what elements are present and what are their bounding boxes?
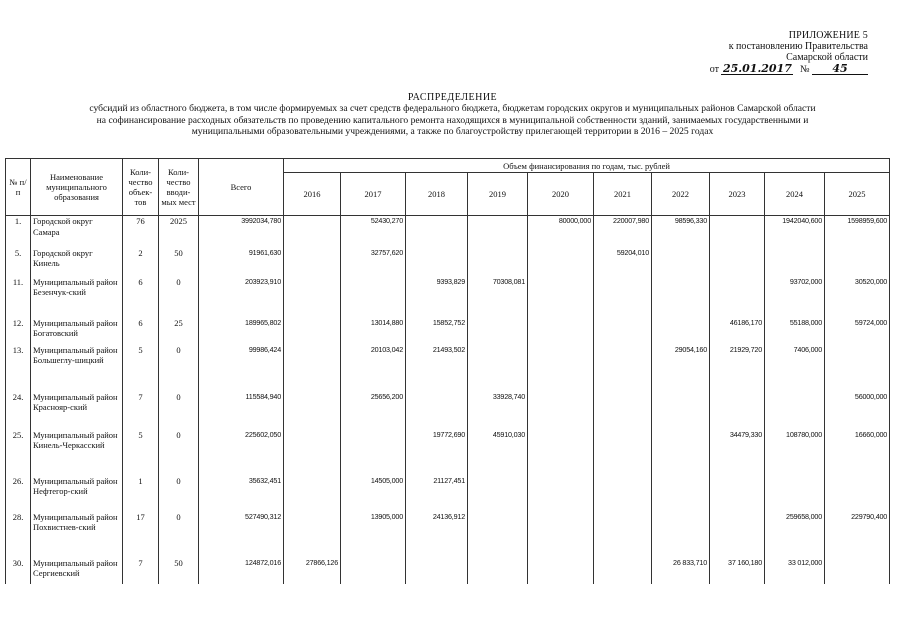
row-year-value: 13014,880 bbox=[341, 318, 406, 345]
row-year-value bbox=[528, 558, 594, 584]
row-year-value bbox=[341, 558, 406, 584]
row-year-value bbox=[594, 430, 652, 476]
row-count: 6 bbox=[123, 318, 159, 345]
row-total: 99986,424 bbox=[199, 345, 284, 392]
document-title: РАСПРЕДЕЛЕНИЕ bbox=[407, 92, 498, 103]
row-year-value: 21127,451 bbox=[406, 476, 468, 512]
subsidy-table bbox=[5, 158, 890, 584]
table-row bbox=[6, 476, 890, 512]
row-year-value bbox=[825, 558, 890, 584]
row-year-value: 15852,752 bbox=[406, 318, 468, 345]
row-places: 0 bbox=[159, 392, 199, 430]
row-year-value: 59204,010 bbox=[594, 248, 652, 277]
row-year-value bbox=[825, 248, 890, 277]
row-count: 2 bbox=[123, 248, 159, 277]
row-year-value: 25656,200 bbox=[341, 392, 406, 430]
row-year-value bbox=[468, 558, 528, 584]
row-year-value bbox=[765, 476, 825, 512]
row-year-value: 59724,000 bbox=[825, 318, 890, 345]
header-year: 2022 bbox=[652, 173, 710, 216]
row-year-value bbox=[406, 216, 468, 248]
from-label: от bbox=[709, 64, 719, 75]
row-year-value bbox=[284, 277, 341, 318]
row-year-value bbox=[341, 430, 406, 476]
appendix-block bbox=[648, 30, 868, 75]
row-year-value bbox=[710, 392, 765, 430]
row-year-value: 56000,000 bbox=[825, 392, 890, 430]
row-year-value bbox=[528, 277, 594, 318]
row-year-value: 24136,912 bbox=[406, 512, 468, 558]
row-year-value: 14505,000 bbox=[341, 476, 406, 512]
row-idx: 26. bbox=[6, 476, 31, 512]
row-count: 5 bbox=[123, 430, 159, 476]
row-year-value: 80000,000 bbox=[528, 216, 594, 248]
row-year-value: 16660,000 bbox=[825, 430, 890, 476]
subtitle-line: муниципальными образовательными учреждениями, а также по благоустройству прилегающей территории в 2016 – 2025 годах bbox=[191, 126, 714, 137]
subtitle-line: на софинансирование расходных обязательств по проведению капитального ремонта находящихся в муниципальной собственности зданий, занимаемых государственными и bbox=[96, 114, 809, 126]
decree-date-number bbox=[648, 63, 868, 75]
row-name: Муниципальный район Большеглу-шицкий bbox=[31, 345, 123, 392]
row-year-value bbox=[652, 476, 710, 512]
row-year-value bbox=[710, 277, 765, 318]
row-places: 50 bbox=[159, 248, 199, 277]
row-year-value bbox=[765, 392, 825, 430]
row-places: 2025 bbox=[159, 216, 199, 248]
row-year-value bbox=[594, 345, 652, 392]
row-idx: 13. bbox=[6, 345, 31, 392]
row-year-value: 21929,720 bbox=[710, 345, 765, 392]
document-subtitle bbox=[20, 103, 885, 138]
row-total: 527490,312 bbox=[199, 512, 284, 558]
header-year: 2017 bbox=[341, 173, 406, 216]
row-year-value bbox=[710, 216, 765, 248]
row-year-value: 52430,270 bbox=[341, 216, 406, 248]
row-year-value: 32757,620 bbox=[341, 248, 406, 277]
appendix-title: ПРИЛОЖЕНИЕ 5 bbox=[788, 30, 868, 41]
row-name: Городской округ Самара bbox=[31, 216, 123, 248]
row-year-value: 108780,000 bbox=[765, 430, 825, 476]
row-total: 3992034,780 bbox=[199, 216, 284, 248]
row-places: 0 bbox=[159, 476, 199, 512]
row-year-value: 19772,690 bbox=[406, 430, 468, 476]
row-year-value: 229790,400 bbox=[825, 512, 890, 558]
decree-number: 45 bbox=[812, 63, 868, 75]
row-idx: 5. bbox=[6, 248, 31, 277]
row-year-value bbox=[594, 476, 652, 512]
table-row bbox=[6, 248, 890, 277]
row-idx: 30. bbox=[6, 558, 31, 584]
row-year-value: 33 012,000 bbox=[765, 558, 825, 584]
header-year: 2020 bbox=[528, 173, 594, 216]
row-year-value: 1942040,600 bbox=[765, 216, 825, 248]
row-name: Муниципальный район Сергиевский bbox=[31, 558, 123, 584]
header-year: 2019 bbox=[468, 173, 528, 216]
header-year: 2024 bbox=[765, 173, 825, 216]
row-year-value: 9393,829 bbox=[406, 277, 468, 318]
row-year-value bbox=[594, 277, 652, 318]
table-row bbox=[6, 430, 890, 476]
row-year-value: 21493,502 bbox=[406, 345, 468, 392]
row-year-value bbox=[528, 392, 594, 430]
table-row bbox=[6, 558, 890, 584]
header-year: 2021 bbox=[594, 173, 652, 216]
row-name: Муниципальный район Безенчук-ский bbox=[31, 277, 123, 318]
row-total: 35632,451 bbox=[199, 476, 284, 512]
row-year-value bbox=[284, 345, 341, 392]
row-count: 7 bbox=[123, 558, 159, 584]
row-idx: 12. bbox=[6, 318, 31, 345]
row-year-value: 46186,170 bbox=[710, 318, 765, 345]
header-year: 2016 bbox=[284, 173, 341, 216]
row-places: 0 bbox=[159, 345, 199, 392]
row-year-value: 93702,000 bbox=[765, 277, 825, 318]
header-year: 2025 bbox=[825, 173, 890, 216]
row-year-value bbox=[284, 318, 341, 345]
row-year-value: 26 833,710 bbox=[652, 558, 710, 584]
row-total: 91961,630 bbox=[199, 248, 284, 277]
row-total: 203923,910 bbox=[199, 277, 284, 318]
row-year-value bbox=[406, 392, 468, 430]
row-year-value: 55188,000 bbox=[765, 318, 825, 345]
table-row bbox=[6, 345, 890, 392]
table-row bbox=[6, 216, 890, 248]
row-idx: 1. bbox=[6, 216, 31, 248]
row-total: 189965,802 bbox=[199, 318, 284, 345]
row-idx: 24. bbox=[6, 392, 31, 430]
header-name: Наименование муниципального образования bbox=[31, 159, 123, 216]
row-year-value bbox=[528, 512, 594, 558]
row-year-value: 34479,330 bbox=[710, 430, 765, 476]
row-places: 0 bbox=[159, 512, 199, 558]
row-name: Городской округ Кинель bbox=[31, 248, 123, 277]
row-count: 5 bbox=[123, 345, 159, 392]
row-year-value bbox=[652, 512, 710, 558]
row-year-value: 45910,030 bbox=[468, 430, 528, 476]
table-row bbox=[6, 318, 890, 345]
row-year-value: 98596,330 bbox=[652, 216, 710, 248]
number-label: № bbox=[799, 64, 810, 75]
row-year-value bbox=[710, 248, 765, 277]
row-count: 7 bbox=[123, 392, 159, 430]
row-year-value bbox=[468, 476, 528, 512]
row-count: 6 bbox=[123, 277, 159, 318]
row-year-value bbox=[468, 216, 528, 248]
row-count: 1 bbox=[123, 476, 159, 512]
row-year-value bbox=[528, 430, 594, 476]
row-year-value: 1598959,600 bbox=[825, 216, 890, 248]
table-row bbox=[6, 512, 890, 558]
row-year-value bbox=[406, 248, 468, 277]
row-year-value: 13905,000 bbox=[341, 512, 406, 558]
row-year-value bbox=[528, 476, 594, 512]
row-year-value: 30520,000 bbox=[825, 277, 890, 318]
row-year-value bbox=[468, 345, 528, 392]
header-places: Коли-чество вводи-мых мест bbox=[159, 159, 199, 216]
header-year: 2023 bbox=[710, 173, 765, 216]
row-year-value bbox=[710, 512, 765, 558]
header-count: Коли-чество объек-тов bbox=[123, 159, 159, 216]
header-total: Всего bbox=[199, 159, 284, 216]
row-year-value: 29054,160 bbox=[652, 345, 710, 392]
table-row bbox=[6, 277, 890, 318]
row-year-value bbox=[825, 345, 890, 392]
row-places: 25 bbox=[159, 318, 199, 345]
table-row bbox=[6, 392, 890, 430]
row-year-value bbox=[528, 248, 594, 277]
row-year-value: 220007,980 bbox=[594, 216, 652, 248]
row-year-value bbox=[652, 318, 710, 345]
row-year-value bbox=[528, 318, 594, 345]
row-total: 225602,050 bbox=[199, 430, 284, 476]
row-idx: 11. bbox=[6, 277, 31, 318]
row-year-value bbox=[652, 248, 710, 277]
row-year-value bbox=[825, 476, 890, 512]
row-year-value bbox=[528, 345, 594, 392]
row-total: 115584,940 bbox=[199, 392, 284, 430]
row-places: 50 bbox=[159, 558, 199, 584]
row-year-value: 27866,126 bbox=[284, 558, 341, 584]
row-year-value bbox=[284, 476, 341, 512]
row-name: Муниципальный район Похвистнев-ский bbox=[31, 512, 123, 558]
row-year-value bbox=[710, 476, 765, 512]
row-year-value bbox=[652, 277, 710, 318]
subtitle-line: субсидий из областного бюджета, в том числе формируемых за счет средств федерального бюджета, бюджетам городских округов и муниципальных районов Самарской области bbox=[89, 103, 816, 114]
row-idx: 28. bbox=[6, 512, 31, 558]
row-year-value: 20103,042 bbox=[341, 345, 406, 392]
row-year-value bbox=[765, 248, 825, 277]
row-year-value: 7406,000 bbox=[765, 345, 825, 392]
row-year-value bbox=[652, 392, 710, 430]
row-name: Муниципальный район Нефтегор-ский bbox=[31, 476, 123, 512]
row-count: 17 bbox=[123, 512, 159, 558]
row-year-value bbox=[594, 512, 652, 558]
appendix-line-2: Самарской области bbox=[786, 52, 868, 63]
row-places: 0 bbox=[159, 277, 199, 318]
row-places: 0 bbox=[159, 430, 199, 476]
row-year-value bbox=[284, 216, 341, 248]
row-year-value bbox=[284, 248, 341, 277]
row-year-value: 70308,081 bbox=[468, 277, 528, 318]
row-count: 76 bbox=[123, 216, 159, 248]
row-year-value bbox=[652, 430, 710, 476]
row-year-value bbox=[594, 392, 652, 430]
row-year-value bbox=[406, 558, 468, 584]
row-year-value bbox=[594, 558, 652, 584]
row-year-value bbox=[594, 318, 652, 345]
row-idx: 25. bbox=[6, 430, 31, 476]
row-year-value bbox=[468, 248, 528, 277]
appendix-line-1: к постановлению Правительства bbox=[728, 41, 868, 52]
row-name: Муниципальный район Богатовский bbox=[31, 318, 123, 345]
header-funding: Объем финансирования по годам, тыс. рублей bbox=[284, 159, 890, 173]
header-year: 2018 bbox=[406, 173, 468, 216]
row-year-value: 259658,000 bbox=[765, 512, 825, 558]
header-idx: № п/п bbox=[6, 159, 31, 216]
row-year-value bbox=[284, 430, 341, 476]
decree-date: 25.01.2017 bbox=[723, 62, 792, 75]
row-year-value bbox=[341, 277, 406, 318]
row-total: 124872,016 bbox=[199, 558, 284, 584]
row-name: Муниципальный район Кинель-Черкасский bbox=[31, 430, 123, 476]
row-year-value bbox=[284, 512, 341, 558]
row-year-value: 37 160,180 bbox=[710, 558, 765, 584]
row-year-value: 33928,740 bbox=[468, 392, 528, 430]
row-name: Муниципальный район Краснояр-ский bbox=[31, 392, 123, 430]
row-year-value bbox=[284, 392, 341, 430]
row-year-value bbox=[468, 318, 528, 345]
row-year-value bbox=[468, 512, 528, 558]
